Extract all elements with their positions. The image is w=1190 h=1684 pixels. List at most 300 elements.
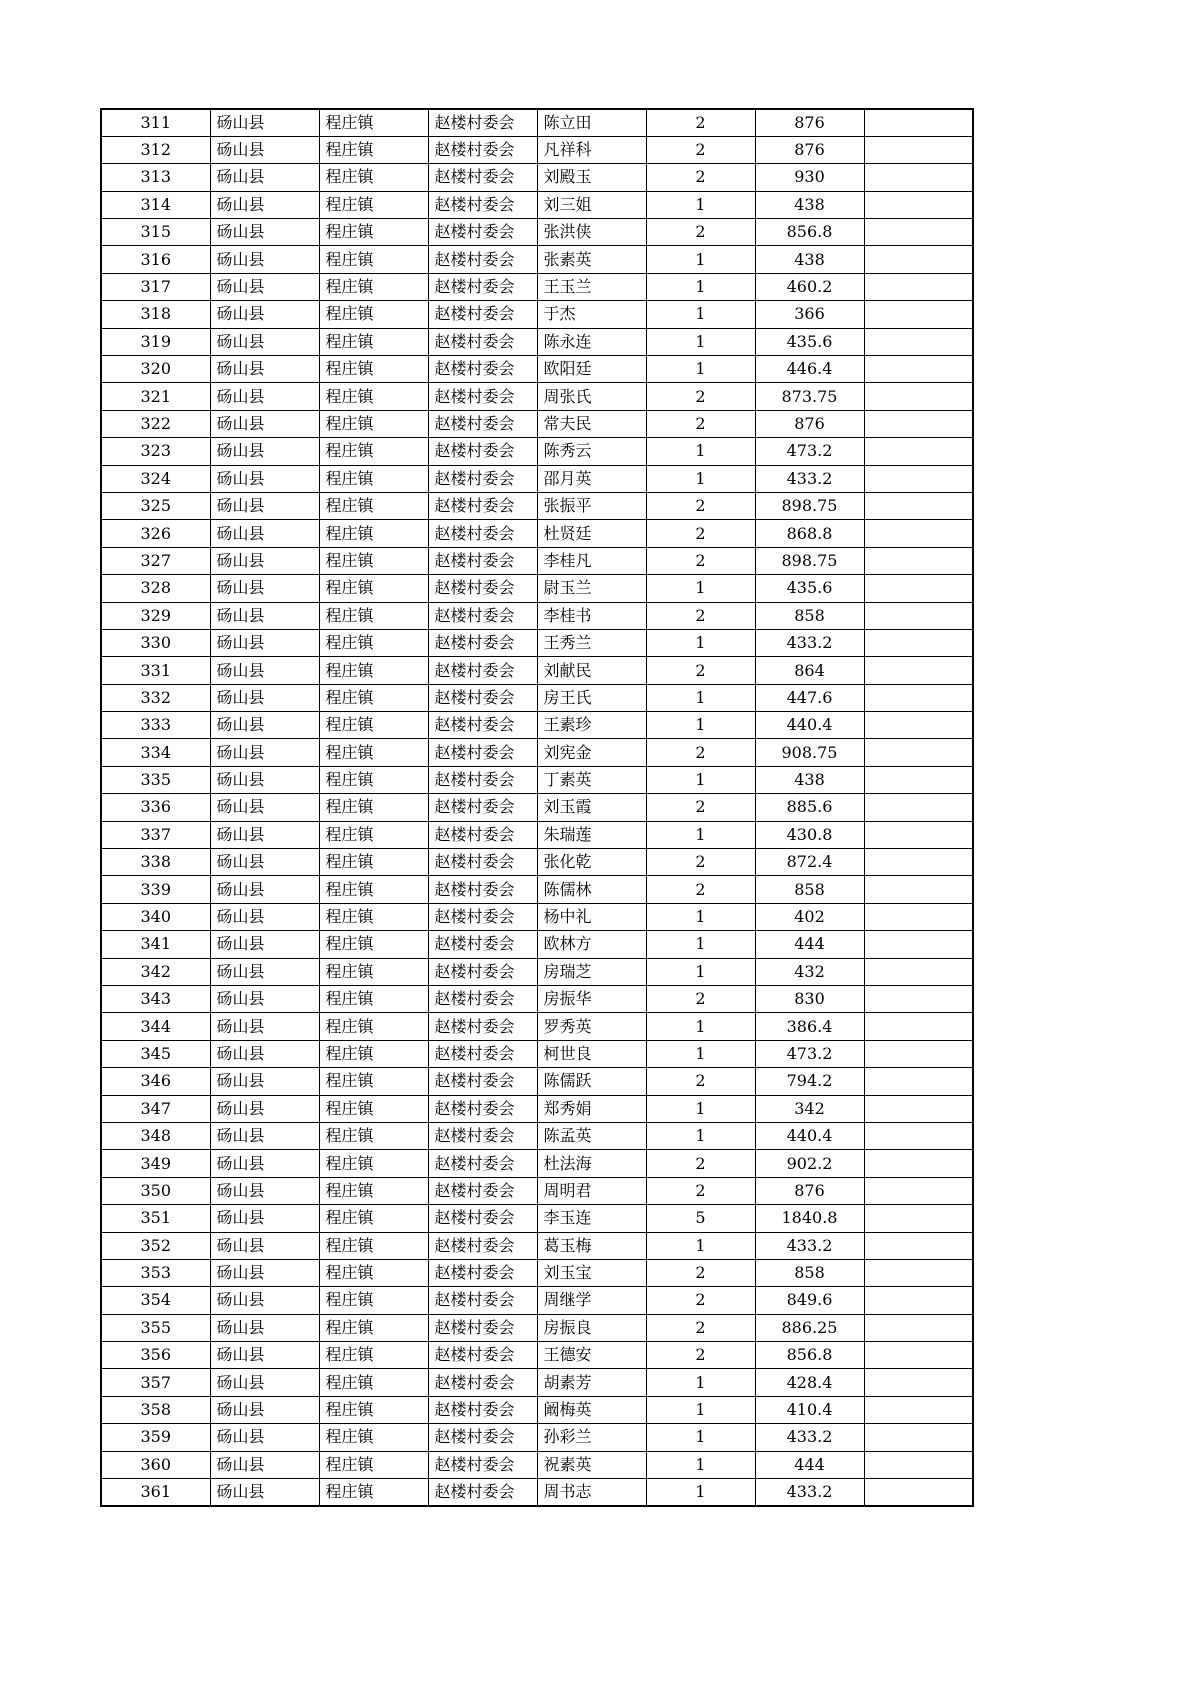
- cell-name: 常夫民: [537, 410, 646, 437]
- cell-index: 311: [101, 109, 210, 136]
- cell-town: 程庄镇: [319, 766, 428, 793]
- cell-town: 程庄镇: [319, 1479, 428, 1506]
- cell-index: 349: [101, 1150, 210, 1177]
- cell-name: 房振良: [537, 1314, 646, 1341]
- table-row: [101, 958, 973, 985]
- cell-amount: 433.2: [755, 465, 864, 492]
- cell-note: [864, 1232, 973, 1259]
- cell-county: 砀山县: [210, 410, 319, 437]
- cell-county: 砀山县: [210, 712, 319, 739]
- cell-name: 杨中礼: [537, 903, 646, 930]
- cell-amount: 438: [755, 246, 864, 273]
- cell-amount: 444: [755, 1451, 864, 1478]
- cell-county: 砀山县: [210, 903, 319, 930]
- cell-name: 王玉兰: [537, 273, 646, 300]
- cell-index: 325: [101, 492, 210, 519]
- cell-town: 程庄镇: [319, 931, 428, 958]
- cell-index: 336: [101, 794, 210, 821]
- cell-index: 331: [101, 657, 210, 684]
- cell-village: 赵楼村委会: [428, 1479, 537, 1506]
- table-row: [101, 766, 973, 793]
- cell-name: 张素英: [537, 246, 646, 273]
- cell-town: 程庄镇: [319, 876, 428, 903]
- cell-village: 赵楼村委会: [428, 520, 537, 547]
- table-body: [101, 109, 973, 1506]
- cell-household-count: 1: [646, 1095, 755, 1122]
- cell-county: 砀山县: [210, 1122, 319, 1149]
- cell-note: [864, 465, 973, 492]
- cell-index: 355: [101, 1314, 210, 1341]
- cell-index: 329: [101, 602, 210, 629]
- cell-name: 刘宪金: [537, 739, 646, 766]
- cell-town: 程庄镇: [319, 1396, 428, 1423]
- cell-name: 陈立田: [537, 109, 646, 136]
- cell-household-count: 1: [646, 903, 755, 930]
- cell-amount: 430.8: [755, 821, 864, 848]
- cell-town: 程庄镇: [319, 958, 428, 985]
- cell-index: 348: [101, 1122, 210, 1149]
- cell-name: 房振华: [537, 986, 646, 1013]
- cell-name: 张化乾: [537, 849, 646, 876]
- cell-amount: 1840.8: [755, 1205, 864, 1232]
- cell-note: [864, 876, 973, 903]
- cell-county: 砀山县: [210, 191, 319, 218]
- cell-amount: 402: [755, 903, 864, 930]
- cell-household-count: 2: [646, 1342, 755, 1369]
- cell-county: 砀山县: [210, 657, 319, 684]
- cell-village: 赵楼村委会: [428, 1040, 537, 1067]
- cell-name: 李桂书: [537, 602, 646, 629]
- table-row: [101, 684, 973, 711]
- cell-county: 砀山县: [210, 1095, 319, 1122]
- cell-county: 砀山县: [210, 1424, 319, 1451]
- cell-name: 罗秀英: [537, 1013, 646, 1040]
- cell-county: 砀山县: [210, 520, 319, 547]
- table-row: [101, 1150, 973, 1177]
- cell-note: [864, 383, 973, 410]
- table-row: [101, 712, 973, 739]
- cell-county: 砀山县: [210, 356, 319, 383]
- cell-household-count: 2: [646, 109, 755, 136]
- cell-county: 砀山县: [210, 629, 319, 656]
- table-row: [101, 465, 973, 492]
- cell-town: 程庄镇: [319, 356, 428, 383]
- cell-town: 程庄镇: [319, 602, 428, 629]
- cell-household-count: 1: [646, 1040, 755, 1067]
- cell-note: [864, 794, 973, 821]
- cell-amount: 435.6: [755, 328, 864, 355]
- cell-amount: 410.4: [755, 1396, 864, 1423]
- cell-name: 杜贤廷: [537, 520, 646, 547]
- cell-note: [864, 986, 973, 1013]
- cell-county: 砀山县: [210, 739, 319, 766]
- cell-note: [864, 356, 973, 383]
- cell-note: [864, 109, 973, 136]
- cell-household-count: 2: [646, 1259, 755, 1286]
- cell-town: 程庄镇: [319, 1040, 428, 1067]
- cell-amount: 794.2: [755, 1068, 864, 1095]
- cell-household-count: 2: [646, 739, 755, 766]
- cell-name: 陈永连: [537, 328, 646, 355]
- cell-town: 程庄镇: [319, 547, 428, 574]
- cell-household-count: 1: [646, 1122, 755, 1149]
- cell-amount: 886.25: [755, 1314, 864, 1341]
- cell-household-count: 2: [646, 1287, 755, 1314]
- cell-household-count: 2: [646, 547, 755, 574]
- cell-name: 杜法海: [537, 1150, 646, 1177]
- cell-amount: 876: [755, 1177, 864, 1204]
- cell-county: 砀山县: [210, 1342, 319, 1369]
- cell-household-count: 2: [646, 1068, 755, 1095]
- cell-name: 王素珍: [537, 712, 646, 739]
- cell-county: 砀山县: [210, 1177, 319, 1204]
- table-row: [101, 410, 973, 437]
- cell-village: 赵楼村委会: [428, 1396, 537, 1423]
- cell-index: 315: [101, 219, 210, 246]
- cell-household-count: 1: [646, 1479, 755, 1506]
- cell-index: 314: [101, 191, 210, 218]
- data-table: [100, 108, 974, 1507]
- cell-index: 347: [101, 1095, 210, 1122]
- cell-county: 砀山县: [210, 821, 319, 848]
- table-row: [101, 1314, 973, 1341]
- cell-index: 326: [101, 520, 210, 547]
- cell-household-count: 1: [646, 1232, 755, 1259]
- cell-note: [864, 246, 973, 273]
- cell-index: 357: [101, 1369, 210, 1396]
- cell-town: 程庄镇: [319, 1314, 428, 1341]
- cell-amount: 446.4: [755, 356, 864, 383]
- cell-index: 322: [101, 410, 210, 437]
- cell-village: 赵楼村委会: [428, 766, 537, 793]
- cell-town: 程庄镇: [319, 1451, 428, 1478]
- cell-household-count: 2: [646, 1150, 755, 1177]
- cell-county: 砀山县: [210, 986, 319, 1013]
- cell-village: 赵楼村委会: [428, 931, 537, 958]
- cell-county: 砀山县: [210, 1150, 319, 1177]
- cell-amount: 856.8: [755, 219, 864, 246]
- table-row: [101, 876, 973, 903]
- cell-note: [864, 1068, 973, 1095]
- cell-county: 砀山县: [210, 1259, 319, 1286]
- cell-amount: 433.2: [755, 1232, 864, 1259]
- cell-index: 339: [101, 876, 210, 903]
- cell-town: 程庄镇: [319, 219, 428, 246]
- cell-village: 赵楼村委会: [428, 1177, 537, 1204]
- cell-village: 赵楼村委会: [428, 1150, 537, 1177]
- cell-amount: 473.2: [755, 438, 864, 465]
- cell-town: 程庄镇: [319, 1122, 428, 1149]
- cell-county: 砀山县: [210, 547, 319, 574]
- cell-village: 赵楼村委会: [428, 1314, 537, 1341]
- cell-village: 赵楼村委会: [428, 876, 537, 903]
- cell-town: 程庄镇: [319, 1259, 428, 1286]
- cell-note: [864, 438, 973, 465]
- cell-index: 334: [101, 739, 210, 766]
- cell-name: 葛玉梅: [537, 1232, 646, 1259]
- cell-name: 周书志: [537, 1479, 646, 1506]
- cell-name: 陈儒跃: [537, 1068, 646, 1095]
- cell-index: 316: [101, 246, 210, 273]
- cell-county: 砀山县: [210, 794, 319, 821]
- cell-village: 赵楼村委会: [428, 383, 537, 410]
- cell-amount: 435.6: [755, 575, 864, 602]
- cell-amount: 868.8: [755, 520, 864, 547]
- cell-town: 程庄镇: [319, 986, 428, 1013]
- cell-name: 欧阳廷: [537, 356, 646, 383]
- table-row: [101, 164, 973, 191]
- cell-town: 程庄镇: [319, 438, 428, 465]
- cell-village: 赵楼村委会: [428, 109, 537, 136]
- cell-household-count: 1: [646, 684, 755, 711]
- cell-index: 352: [101, 1232, 210, 1259]
- cell-village: 赵楼村委会: [428, 492, 537, 519]
- cell-note: [864, 328, 973, 355]
- cell-name: 刘三姐: [537, 191, 646, 218]
- cell-name: 周明君: [537, 1177, 646, 1204]
- cell-amount: 902.2: [755, 1150, 864, 1177]
- table-row: [101, 273, 973, 300]
- cell-note: [864, 164, 973, 191]
- cell-amount: 447.6: [755, 684, 864, 711]
- table-row: [101, 1451, 973, 1478]
- cell-household-count: 1: [646, 821, 755, 848]
- table-row: [101, 1479, 973, 1506]
- cell-county: 砀山县: [210, 273, 319, 300]
- table-row: [101, 1205, 973, 1232]
- cell-note: [864, 629, 973, 656]
- cell-town: 程庄镇: [319, 1013, 428, 1040]
- table-row: [101, 520, 973, 547]
- cell-note: [864, 602, 973, 629]
- cell-amount: 876: [755, 109, 864, 136]
- cell-county: 砀山县: [210, 958, 319, 985]
- cell-household-count: 1: [646, 301, 755, 328]
- cell-amount: 876: [755, 410, 864, 437]
- cell-name: 张振平: [537, 492, 646, 519]
- cell-name: 李桂凡: [537, 547, 646, 574]
- cell-village: 赵楼村委会: [428, 356, 537, 383]
- table-row: [101, 903, 973, 930]
- cell-index: 327: [101, 547, 210, 574]
- cell-county: 砀山县: [210, 1013, 319, 1040]
- cell-index: 346: [101, 1068, 210, 1095]
- cell-name: 朱瑞莲: [537, 821, 646, 848]
- cell-index: 344: [101, 1013, 210, 1040]
- cell-index: 356: [101, 1342, 210, 1369]
- cell-household-count: 1: [646, 356, 755, 383]
- cell-village: 赵楼村委会: [428, 712, 537, 739]
- table-row: [101, 191, 973, 218]
- cell-county: 砀山县: [210, 1451, 319, 1478]
- cell-village: 赵楼村委会: [428, 986, 537, 1013]
- cell-county: 砀山县: [210, 1205, 319, 1232]
- cell-index: 343: [101, 986, 210, 1013]
- cell-town: 程庄镇: [319, 1095, 428, 1122]
- cell-name: 陈秀云: [537, 438, 646, 465]
- cell-name: 刘献民: [537, 657, 646, 684]
- cell-note: [864, 547, 973, 574]
- cell-household-count: 1: [646, 931, 755, 958]
- cell-town: 程庄镇: [319, 575, 428, 602]
- cell-household-count: 1: [646, 629, 755, 656]
- cell-village: 赵楼村委会: [428, 219, 537, 246]
- cell-town: 程庄镇: [319, 246, 428, 273]
- cell-county: 砀山县: [210, 602, 319, 629]
- cell-note: [864, 1287, 973, 1314]
- cell-household-count: 2: [646, 794, 755, 821]
- cell-amount: 460.2: [755, 273, 864, 300]
- cell-name: 于杰: [537, 301, 646, 328]
- cell-village: 赵楼村委会: [428, 739, 537, 766]
- cell-household-count: 1: [646, 958, 755, 985]
- cell-household-count: 2: [646, 986, 755, 1013]
- cell-village: 赵楼村委会: [428, 301, 537, 328]
- cell-amount: 930: [755, 164, 864, 191]
- cell-village: 赵楼村委会: [428, 1259, 537, 1286]
- cell-index: 318: [101, 301, 210, 328]
- cell-amount: 858: [755, 602, 864, 629]
- cell-note: [864, 219, 973, 246]
- cell-household-count: 1: [646, 1396, 755, 1423]
- cell-household-count: 2: [646, 1177, 755, 1204]
- cell-village: 赵楼村委会: [428, 164, 537, 191]
- cell-county: 砀山县: [210, 109, 319, 136]
- cell-amount: 473.2: [755, 1040, 864, 1067]
- cell-town: 程庄镇: [319, 1424, 428, 1451]
- cell-town: 程庄镇: [319, 191, 428, 218]
- cell-note: [864, 712, 973, 739]
- cell-index: 328: [101, 575, 210, 602]
- cell-town: 程庄镇: [319, 657, 428, 684]
- cell-name: 周继学: [537, 1287, 646, 1314]
- cell-note: [864, 849, 973, 876]
- cell-note: [864, 766, 973, 793]
- table-row: [101, 136, 973, 163]
- cell-village: 赵楼村委会: [428, 1232, 537, 1259]
- table-row: [101, 1424, 973, 1451]
- cell-village: 赵楼村委会: [428, 794, 537, 821]
- cell-amount: 440.4: [755, 1122, 864, 1149]
- cell-index: 337: [101, 821, 210, 848]
- table-row: [101, 657, 973, 684]
- cell-name: 陈孟英: [537, 1122, 646, 1149]
- cell-village: 赵楼村委会: [428, 1068, 537, 1095]
- cell-name: 丁素英: [537, 766, 646, 793]
- cell-amount: 858: [755, 876, 864, 903]
- cell-town: 程庄镇: [319, 1205, 428, 1232]
- cell-village: 赵楼村委会: [428, 328, 537, 355]
- table-row: [101, 986, 973, 1013]
- cell-name: 王德安: [537, 1342, 646, 1369]
- cell-household-count: 2: [646, 219, 755, 246]
- cell-note: [864, 1259, 973, 1286]
- table-row: [101, 219, 973, 246]
- cell-county: 砀山县: [210, 1369, 319, 1396]
- cell-town: 程庄镇: [319, 629, 428, 656]
- cell-note: [864, 1451, 973, 1478]
- cell-index: 360: [101, 1451, 210, 1478]
- cell-town: 程庄镇: [319, 1150, 428, 1177]
- cell-town: 程庄镇: [319, 1287, 428, 1314]
- cell-town: 程庄镇: [319, 1232, 428, 1259]
- cell-name: 陈儒林: [537, 876, 646, 903]
- cell-note: [864, 1040, 973, 1067]
- cell-town: 程庄镇: [319, 903, 428, 930]
- cell-county: 砀山县: [210, 1479, 319, 1506]
- cell-index: 317: [101, 273, 210, 300]
- cell-note: [864, 684, 973, 711]
- cell-village: 赵楼村委会: [428, 465, 537, 492]
- cell-note: [864, 1369, 973, 1396]
- cell-county: 砀山县: [210, 465, 319, 492]
- cell-town: 程庄镇: [319, 1342, 428, 1369]
- cell-name: 郑秀娟: [537, 1095, 646, 1122]
- cell-household-count: 2: [646, 657, 755, 684]
- cell-name: 孙彩兰: [537, 1424, 646, 1451]
- cell-note: [864, 958, 973, 985]
- cell-amount: 433.2: [755, 1479, 864, 1506]
- cell-household-count: 1: [646, 712, 755, 739]
- cell-village: 赵楼村委会: [428, 246, 537, 273]
- cell-county: 砀山县: [210, 1232, 319, 1259]
- cell-index: 324: [101, 465, 210, 492]
- cell-village: 赵楼村委会: [428, 1095, 537, 1122]
- cell-village: 赵楼村委会: [428, 903, 537, 930]
- cell-note: [864, 191, 973, 218]
- cell-amount: 856.8: [755, 1342, 864, 1369]
- table-row: [101, 1396, 973, 1423]
- cell-name: 王秀兰: [537, 629, 646, 656]
- cell-amount: 438: [755, 191, 864, 218]
- cell-village: 赵楼村委会: [428, 958, 537, 985]
- cell-amount: 433.2: [755, 1424, 864, 1451]
- cell-note: [864, 1095, 973, 1122]
- cell-index: 350: [101, 1177, 210, 1204]
- cell-household-count: 1: [646, 575, 755, 602]
- cell-note: [864, 301, 973, 328]
- cell-amount: 386.4: [755, 1013, 864, 1040]
- table-row: [101, 1287, 973, 1314]
- cell-household-count: 1: [646, 1451, 755, 1478]
- cell-note: [864, 520, 973, 547]
- cell-county: 砀山县: [210, 766, 319, 793]
- cell-town: 程庄镇: [319, 684, 428, 711]
- cell-county: 砀山县: [210, 136, 319, 163]
- cell-note: [864, 410, 973, 437]
- cell-village: 赵楼村委会: [428, 657, 537, 684]
- cell-amount: 876: [755, 136, 864, 163]
- cell-amount: 873.75: [755, 383, 864, 410]
- cell-county: 砀山县: [210, 492, 319, 519]
- cell-village: 赵楼村委会: [428, 191, 537, 218]
- cell-index: 323: [101, 438, 210, 465]
- cell-household-count: 1: [646, 465, 755, 492]
- table-row: [101, 1259, 973, 1286]
- cell-name: 张洪侠: [537, 219, 646, 246]
- cell-county: 砀山县: [210, 301, 319, 328]
- cell-index: 358: [101, 1396, 210, 1423]
- cell-household-count: 2: [646, 1314, 755, 1341]
- cell-town: 程庄镇: [319, 136, 428, 163]
- table-row: [101, 821, 973, 848]
- cell-index: 345: [101, 1040, 210, 1067]
- cell-household-count: 1: [646, 246, 755, 273]
- table-row: [101, 849, 973, 876]
- cell-town: 程庄镇: [319, 821, 428, 848]
- cell-village: 赵楼村委会: [428, 849, 537, 876]
- cell-amount: 872.4: [755, 849, 864, 876]
